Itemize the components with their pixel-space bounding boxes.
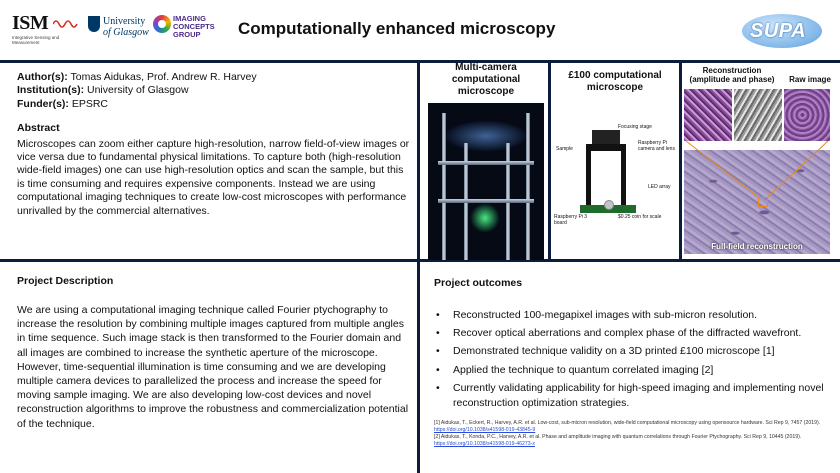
icg-logo-line3: GROUP (173, 30, 201, 39)
ism-logo-text: ISM (12, 12, 49, 34)
funder-label: Funder(s): (17, 97, 69, 110)
reference-2-text: [2] Aidukas, T., Konda, P.C., Harvey, A.R. et al. Phase and amplitude imaging with quantum correlations through Fourier Ptychography. Sci Rep 9, 10445 (2019). (434, 434, 802, 440)
cheap-microscope-title: £100 computational microscope (568, 70, 662, 93)
icg-logo-line1: IMAGING (173, 14, 206, 23)
abstract-text: Microscopes can zoom either capture high-resolution, narrow field-of-view images or vice versa due to fundamental physical limitations. To capture both (high-resolution wide-field images) one can use high-resolution optics and scan the sample, but this is time consuming and requires expensive components. Instead we are using computational imaging techniques to create low-cost microscopes with performance unrivalled by the commercial alternatives. (17, 137, 410, 217)
icg-mark-icon (153, 15, 171, 33)
reference-1 (434, 420, 834, 434)
label-coin: $0.25 coin for scale (618, 214, 662, 220)
glasgow-logo-line1: University (103, 16, 146, 27)
icg-logo-line2: CONCEPTS (173, 22, 215, 31)
funder-row (17, 98, 412, 111)
divider-header (0, 60, 840, 63)
label-sample: Sample (556, 146, 573, 152)
glasgow-logo-line2: of Glasgow (103, 27, 149, 38)
reference-1-link[interactable]: https://doi.org/10.1038/s41598-019-43845-9 (434, 427, 536, 433)
label-board: Raspberry Pi 3 board (554, 214, 588, 226)
info-panel (17, 71, 412, 218)
institution-value: University of Glasgow (87, 84, 189, 97)
divider-vertical (417, 60, 420, 473)
outcomes-list (434, 308, 834, 414)
led-glow (446, 121, 526, 151)
supa-logo (742, 14, 822, 48)
zoom-callout-lines (684, 141, 830, 199)
ism-wave-icon (53, 18, 79, 30)
cheap-microscope-photo (552, 120, 676, 230)
raw-title: Raw image (789, 75, 831, 84)
raw-image-tile (784, 89, 830, 141)
multicamera-title: Multi-camera computational microscope (451, 62, 521, 97)
list-item: • Applied the technique to quantum correlated imaging [2] (434, 363, 834, 378)
divider-middle (0, 259, 840, 262)
description-text: We are using a computational imaging technique called Fourier ptychography to increase the resolution by combining multiple images captured from multiple angles in time sequence. Such image stack is then transformed to the Fourier domain and all images are combined to increase the synthetic aperture of the microscope. However, time-sequential illumination is time consuming and we are developing multiple camera devices to parallelized the process and increase the speed for moving sample imaging. We are also developing low-cost devices and novel reconstruction algorithms to improve the robustness and commercialization potential of the technique. (17, 304, 409, 430)
authors-row (17, 71, 412, 84)
reference-2-link[interactable]: https://doi.org/10.1038/s41598-019-46273-x (434, 441, 535, 447)
recon-title: Reconstruction (amplitude and phase) (689, 66, 775, 84)
outcomes-heading: Project outcomes (434, 277, 523, 289)
abstract-heading: Abstract (17, 122, 60, 135)
list-item: • Demonstrated technique validity on a 3D printed £100 microscope [1] (434, 344, 834, 359)
description-heading: Project Description (17, 275, 114, 287)
list-item: • Currently validating applicability for high-speed imaging and implementing novel reconstruction optimization strategies. (434, 381, 834, 411)
cross-bar (438, 161, 534, 165)
divider-image-2 (679, 60, 682, 260)
recon-phase-tile (734, 89, 782, 141)
glasgow-crest-icon (88, 16, 100, 32)
institution-row (17, 84, 412, 97)
ism-logo (12, 12, 79, 35)
green-light (470, 203, 500, 233)
label-camera: Raspberry Pi camera and lens (638, 140, 675, 152)
page-title: Computationally enhanced microscopy (238, 19, 556, 38)
divider-image-1 (548, 60, 551, 260)
funder-value: EPSRC (71, 97, 109, 110)
supa-logo-text: SUPA (750, 20, 807, 42)
coin-icon (604, 200, 614, 210)
header (0, 0, 840, 60)
support-rod (526, 113, 530, 260)
label-led: LED array (648, 184, 671, 190)
institution-label: Institution(s): (17, 84, 85, 97)
reference-1-text: [1] Aidukas, T., Eckert, R., Harvey, A.R. et al. Low-cost, sub-micron resolution, wide-field computational microscopy using opensource hardware. Sci Rep 9, 7457 (2019). (434, 420, 821, 426)
ism-tagline: Integrative Sensing and Measurement (12, 35, 60, 45)
label-focusing-stage: Focusing stage (618, 124, 652, 130)
full-field-label: Full-field reconstruction (711, 242, 803, 251)
list-item: • Recover optical aberrations and complex phase of the diffracted wavefront. (434, 326, 834, 341)
support-rod (442, 113, 446, 260)
multicamera-photo (428, 103, 544, 260)
recon-amplitude-tile (684, 89, 732, 141)
authors-label: Author(s): (17, 71, 68, 83)
list-item: • Reconstructed 100-megapixel images with sub-micron resolution. (434, 308, 834, 323)
references (434, 420, 834, 448)
reference-2 (434, 434, 834, 448)
authors-value: Tomas Aidukas, Prof. Andrew R. Harvey (70, 71, 257, 83)
